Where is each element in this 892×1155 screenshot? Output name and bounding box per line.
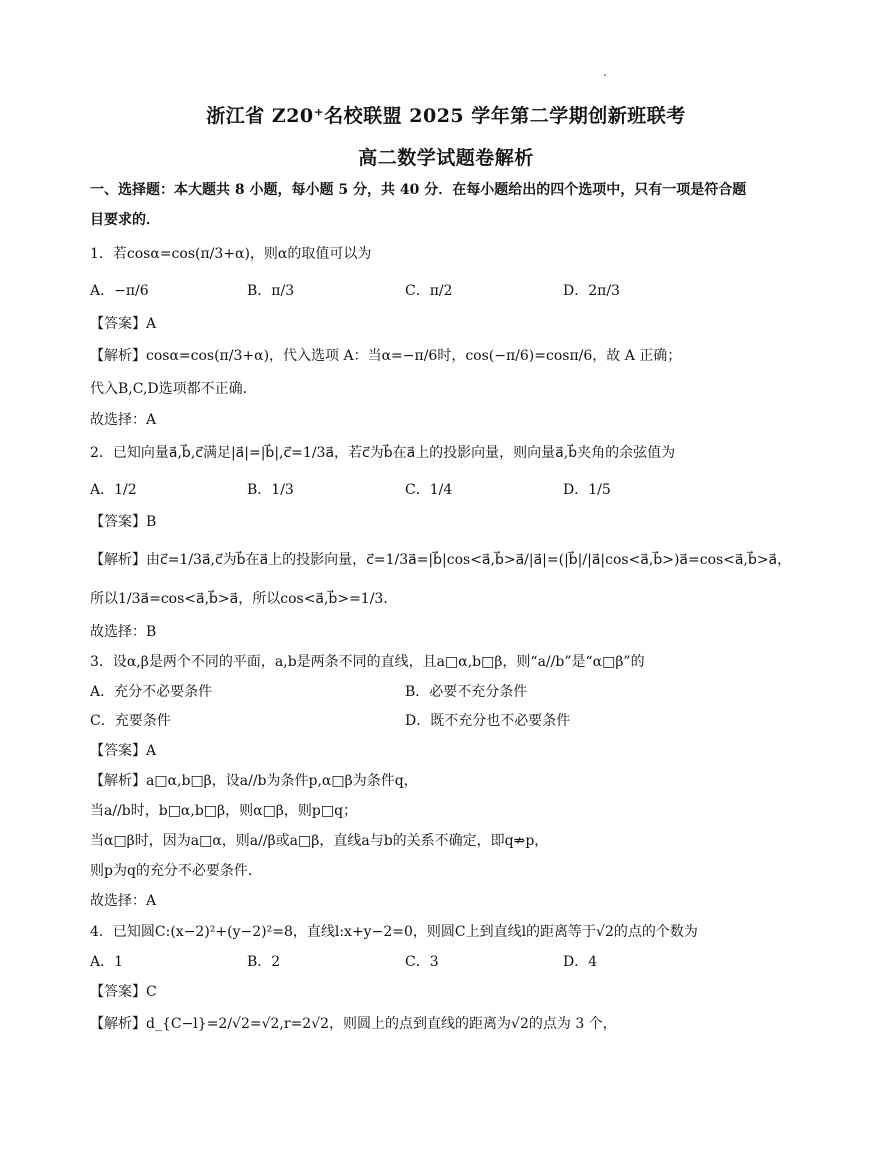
q3-stem: 3．设α,β是两个不同的平面，a,b是两条不同的直线，且a□α,b□β，则“a//b”是“α□β”的 (90, 654, 645, 670)
page-subtitle: 高二数学试题卷解析 (358, 147, 534, 169)
q3-option-a: A．充分不必要条件 (90, 684, 213, 700)
q1-option-b: B．π/3 (247, 283, 295, 299)
q4-option-d: D．4 (563, 954, 598, 970)
section-heading-line1: 一、选择题：本大题共 8 小题，每小题 5 分，共 40 分．在每小题给出的四个选项中，只有一项是符合题 (90, 182, 747, 198)
q3-analysis-4: 则p为q的充分不必要条件． (90, 863, 262, 879)
q1-option-d: D．2π/3 (563, 283, 620, 299)
q1-option-c: C．π/2 (405, 283, 453, 299)
q1-analysis-1: 【解析】cosα=cos(π/3+α)，代入选项 A：当α=−π/6时，cos(−π/6)=cosπ/6，故 A 正确； (90, 348, 682, 364)
q4-option-b: B．2 (247, 954, 281, 970)
q3-analysis-3: 当α□β时，因为a□α，则a//β或a□β，直线a与b的关系不确定，即q⇏p， (90, 833, 549, 849)
q2-stem: 2．已知向量a⃗,b⃗,c⃗满足|a⃗|=|b⃗|,c⃗=1/3a⃗，若c⃗为b⃗在a⃗上的投影向量，则向量a⃗,b⃗夹角的余弦值为 (90, 445, 676, 461)
q3-answer: 【答案】A (90, 743, 157, 759)
q3-analysis-1: 【解析】a□α,b□β，设a//b为条件p,α□β为条件q， (90, 773, 418, 789)
q4-stem: 4．已知圆C:(x−2)²+(y−2)²=8，直线l:x+y−2=0，则圆C上到直线l的距离等于√2的点的个数为 (90, 924, 698, 940)
q3-analysis-2: 当a//b时，b□α,b□β，则α□β，则p□q； (90, 803, 358, 819)
q3-option-b: B．必要不充分条件 (405, 684, 528, 700)
q1-answer: 【答案】A (90, 316, 157, 332)
q1-analysis-2: 代入B,C,D选项都不正确． (90, 381, 257, 397)
q2-answer: 【答案】B (90, 514, 157, 530)
q2-analysis-2: 所以1/3a⃗=cos<a⃗,b⃗>a⃗，所以cos<a⃗,b⃗>=1/3． (90, 591, 398, 607)
q4-answer: 【答案】C (90, 984, 157, 1000)
q1-stem: 1．若cosα=cos(π/3+α)，则α的取值可以为 (90, 246, 372, 262)
q2-analysis-1: 【解析】由c⃗=1/3a⃗,c⃗为b⃗在a⃗上的投影向量，c⃗=1/3a⃗=|b⃗|cos<a⃗,b⃗>a⃗/|a⃗|=(|b⃗|/|a⃗|cos<a⃗,b⃗>)a⃗=cos<a⃗,b⃗>a⃗， (90, 552, 792, 568)
q4-option-c: C．3 (405, 954, 439, 970)
q3-option-d: D．既不充分也不必要条件 (405, 713, 571, 729)
page-title: 浙江省 Z20⁺名校联盟 2025 学年第二学期创新班联考 (206, 105, 686, 127)
q4-analysis-1: 【解析】d_{C−l}=2/√2=√2,r=2√2，则圆上的点到直线的距离为√2的点为 3 个， (90, 1016, 617, 1032)
q3-option-c: C．充要条件 (90, 713, 171, 729)
q3-conclusion: 故选择：A (90, 893, 157, 909)
q2-option-c: C．1/4 (405, 482, 453, 498)
q1-conclusion: 故选择：A (90, 412, 157, 428)
q2-conclusion: 故选择：B (90, 624, 157, 640)
q1-option-a: A．−π/6 (90, 283, 149, 299)
speck (604, 74, 606, 76)
q2-option-d: D．1/5 (563, 482, 611, 498)
section-heading-line2: 目要求的． (90, 212, 160, 228)
q2-option-a: A．1/2 (90, 482, 137, 498)
q2-option-b: B．1/3 (247, 482, 294, 498)
q4-option-a: A．1 (90, 954, 124, 970)
